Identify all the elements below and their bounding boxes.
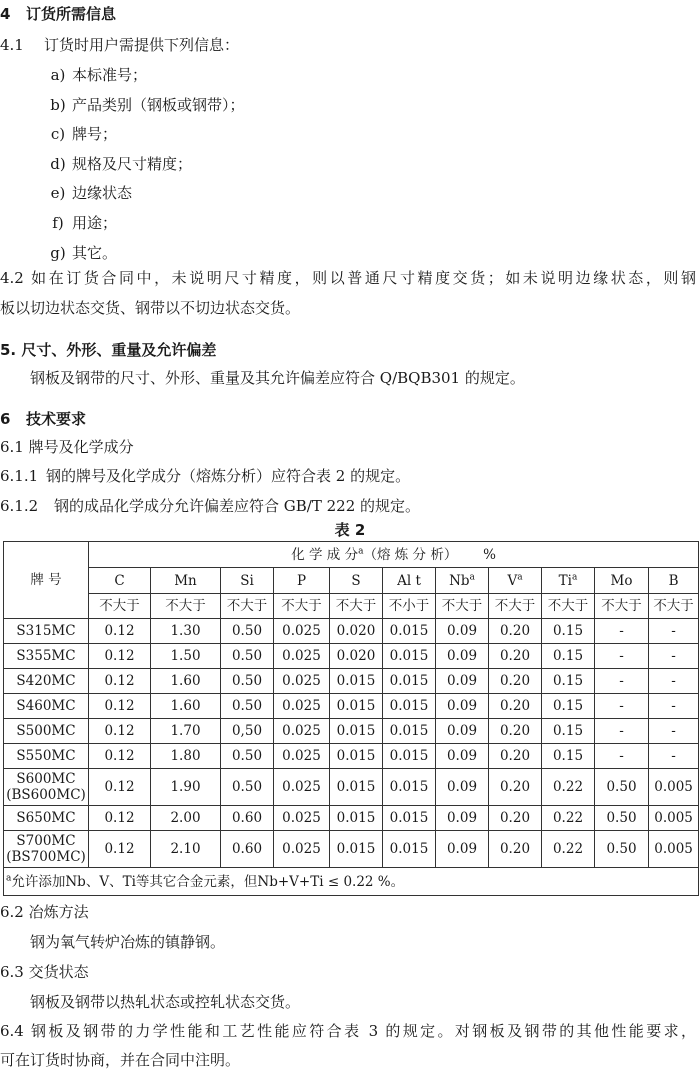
limit-cell: 不大于 <box>221 594 274 619</box>
value-cell: 0.015 <box>383 719 436 744</box>
grade-name: S500MC <box>16 723 76 739</box>
value-cell: 0.12 <box>89 806 151 831</box>
grade-name: S460MC <box>16 698 76 714</box>
value-cell: 0.025 <box>274 669 330 694</box>
value-cell: 0.025 <box>274 694 330 719</box>
clause-6-2: 6.2 冶炼方法 <box>0 903 89 921</box>
list-item-label: g) <box>50 243 66 262</box>
table-row <box>4 769 699 806</box>
value-cell: 0.025 <box>274 769 330 806</box>
value-cell: 0.50 <box>595 831 649 868</box>
value-cell: 0.12 <box>89 719 151 744</box>
value-cell: - <box>649 719 699 744</box>
value-cell: 0.015 <box>330 719 383 744</box>
grade-name: S600MC <box>16 771 76 787</box>
clause-4-1 <box>0 35 239 55</box>
value-cell: 0.20 <box>489 831 542 868</box>
value-cell: 0.09 <box>436 744 489 769</box>
value-cell: 0.005 <box>649 831 699 868</box>
value-cell: 0.50 <box>595 769 649 806</box>
element-name: B <box>668 572 679 589</box>
value-cell: 0.50 <box>221 694 274 719</box>
value-cell: 1.70 <box>151 719 221 744</box>
value-cell: 0.12 <box>89 694 151 719</box>
limit-cell: 不大于 <box>89 594 151 619</box>
grade-cell <box>4 744 89 769</box>
clause-4-2-line1: 4.2 如在订货合同中，未说明尺寸精度，则以普通尺寸精度交货；如未说明边缘状态，则钢 <box>0 269 696 287</box>
value-cell: 1.60 <box>151 694 221 719</box>
element-column-header <box>330 568 383 594</box>
section-5-heading: 5. 尺寸、外形、重量及允许偏差 <box>0 341 217 359</box>
table-row <box>4 619 699 644</box>
list-item-label: d) <box>50 154 66 173</box>
clause-6-1-1 <box>0 466 410 486</box>
grade-cell <box>4 831 89 868</box>
value-cell: 0.20 <box>489 744 542 769</box>
grade-name: S355MC <box>16 648 76 664</box>
table-row <box>4 719 699 744</box>
value-cell: 0.15 <box>542 644 595 669</box>
clause-number: 6.1.2 <box>0 497 39 515</box>
value-cell: 0.20 <box>489 719 542 744</box>
value-cell: 2.00 <box>151 806 221 831</box>
clause-4-2-line2: 板以切边状态交货、钢带以不切边状态交货。 <box>0 299 301 317</box>
value-cell: 0.09 <box>436 669 489 694</box>
value-cell: - <box>649 669 699 694</box>
value-cell: - <box>649 619 699 644</box>
element-name: V <box>507 572 518 589</box>
composition-header-title: 化 学 成 分 <box>291 546 359 563</box>
element-column-header <box>151 568 221 594</box>
value-cell: 0.15 <box>542 669 595 694</box>
value-cell: 0.005 <box>649 806 699 831</box>
value-cell: 1.60 <box>151 669 221 694</box>
clause-6-3: 6.3 交货状态 <box>0 963 89 981</box>
limit-cell: 不大于 <box>330 594 383 619</box>
value-cell: 0.09 <box>436 619 489 644</box>
list-item-label: f) <box>52 214 64 232</box>
section-title: 订货所需信息 <box>26 5 117 23</box>
table-row <box>4 694 699 719</box>
grade-cell <box>4 769 89 806</box>
value-cell: 0.12 <box>89 744 151 769</box>
value-cell: 0.09 <box>436 694 489 719</box>
value-cell: 0.50 <box>595 806 649 831</box>
value-cell: - <box>649 644 699 669</box>
limit-cell: 不大于 <box>595 594 649 619</box>
clause-text: 钢的牌号及化学成分（熔炼分析）应符合表 2 的规定。 <box>46 467 411 485</box>
list-item <box>44 124 117 144</box>
value-cell: 0.50 <box>221 769 274 806</box>
value-cell: 0.025 <box>274 719 330 744</box>
value-cell: 0.09 <box>436 644 489 669</box>
element-name: Mo <box>610 572 633 589</box>
value-cell: 0.15 <box>542 744 595 769</box>
limit-cell: 不大于 <box>436 594 489 619</box>
value-cell: 0.09 <box>436 719 489 744</box>
limit-cell: 不小于 <box>383 594 436 619</box>
value-cell: 2.10 <box>151 831 221 868</box>
footnote-marker: a <box>6 873 12 883</box>
list-item-text: 其它。 <box>72 243 118 262</box>
grade-name: S420MC <box>16 673 76 689</box>
footnote-marker: a <box>358 546 364 556</box>
value-cell: 0.015 <box>383 644 436 669</box>
section-title: 技术要求 <box>26 410 87 428</box>
value-cell: 0.025 <box>274 619 330 644</box>
value-cell: - <box>649 744 699 769</box>
grade-name: (BS600MC) <box>6 787 86 803</box>
composition-header <box>89 542 699 568</box>
value-cell: 0.20 <box>489 806 542 831</box>
list-item-label: e) <box>50 184 66 203</box>
table-2-caption: 表 2 <box>334 521 366 539</box>
table-footnote <box>4 868 699 896</box>
value-cell: 0.50 <box>221 644 274 669</box>
list-item-text: 边缘状态 <box>72 184 133 203</box>
limit-cell: 不大于 <box>542 594 595 619</box>
list-item-text: 产品类别（钢板或钢带）； <box>72 95 245 114</box>
value-cell: 1.80 <box>151 744 221 769</box>
unit-label: % <box>483 546 496 563</box>
footnote-marker: a <box>571 572 578 582</box>
value-cell: 0.50 <box>221 619 274 644</box>
element-column-header <box>595 568 649 594</box>
clause-6-2-text: 钢为氧气转炉冶炼的镇静钢。 <box>30 933 226 951</box>
clause-number: 6.1.1 <box>0 467 39 485</box>
element-name: Nb <box>449 572 470 589</box>
table-row <box>4 669 699 694</box>
value-cell: 0.015 <box>330 831 383 868</box>
value-cell: - <box>595 644 649 669</box>
list-item-label: b) <box>50 95 66 114</box>
limit-cell: 不大于 <box>151 594 221 619</box>
value-cell: 0.12 <box>89 619 151 644</box>
value-cell: 0.015 <box>330 669 383 694</box>
clause-number: 4.1 <box>0 36 24 54</box>
element-column-header <box>89 568 151 594</box>
element-name: Mn <box>174 572 197 589</box>
value-cell: 0.50 <box>221 669 274 694</box>
value-cell: 0.22 <box>542 769 595 806</box>
clause-6-1-2 <box>0 496 420 516</box>
table-2 <box>3 541 699 896</box>
grade-name: S315MC <box>16 623 76 639</box>
element-name: C <box>114 572 125 589</box>
value-cell: - <box>595 694 649 719</box>
section-6-heading <box>0 409 86 429</box>
value-cell: 0.020 <box>330 644 383 669</box>
table-row <box>4 644 699 669</box>
element-column-header <box>489 568 542 594</box>
value-cell: - <box>649 694 699 719</box>
value-cell: - <box>595 619 649 644</box>
grade-cell <box>4 806 89 831</box>
element-column-header <box>542 568 595 594</box>
limit-cell: 不大于 <box>274 594 330 619</box>
value-cell: 0.20 <box>489 769 542 806</box>
value-cell: - <box>595 669 649 694</box>
value-cell: 0.025 <box>274 744 330 769</box>
value-cell: 0.20 <box>489 669 542 694</box>
limit-cell: 不大于 <box>649 594 699 619</box>
grade-name: S550MC <box>16 748 76 764</box>
element-name: Ti <box>558 572 572 589</box>
value-cell: 0.015 <box>330 694 383 719</box>
element-name: Al t <box>397 572 421 589</box>
value-cell: 0.12 <box>89 769 151 806</box>
table-row <box>4 831 699 868</box>
footnote-text: 允许添加Nb、V、Ti等其它合金元素，但Nb+V+Ti ≤ 0.22 %。 <box>11 873 405 890</box>
list-item-text: 用途； <box>72 214 118 232</box>
table-row <box>4 806 699 831</box>
value-cell: 0.015 <box>330 744 383 769</box>
list-item-text: 规格及尺寸精度； <box>72 154 193 173</box>
list-item <box>44 65 147 85</box>
element-name: Si <box>240 572 254 589</box>
value-cell: 0.60 <box>221 806 274 831</box>
grade-cell <box>4 619 89 644</box>
clause-6-4-line1: 6.4 钢板及钢带的力学性能和工艺性能应符合表 3 的规定。对钢板及钢带的其他性能要求， <box>0 1022 696 1040</box>
grade-header: 牌 号 <box>4 542 89 619</box>
grade-name: S700MC <box>16 833 76 849</box>
element-column-header <box>383 568 436 594</box>
list-item <box>44 95 245 115</box>
element-column-header <box>221 568 274 594</box>
composition-header-tail: （熔 炼 分 析） <box>363 546 458 563</box>
value-cell: 0.60 <box>221 831 274 868</box>
value-cell: 0.015 <box>330 769 383 806</box>
section-5-text: 钢板及钢带的尺寸、外形、重量及其允许偏差应符合 Q/BQB301 的规定。 <box>30 369 525 387</box>
value-cell: 0.20 <box>489 644 542 669</box>
value-cell: 0.12 <box>89 669 151 694</box>
element-name: P <box>296 572 307 589</box>
list-item <box>44 154 192 174</box>
value-cell: 1.90 <box>151 769 221 806</box>
section-4-heading <box>0 4 116 24</box>
element-column-header <box>436 568 489 594</box>
list-item-label: a) <box>50 66 66 84</box>
footnote-marker: a <box>517 572 523 582</box>
element-name: S <box>351 572 361 589</box>
value-cell: 0.20 <box>489 694 542 719</box>
value-cell: 1.50 <box>151 644 221 669</box>
value-cell: 0,50 <box>221 719 274 744</box>
footnote-marker: a <box>469 572 475 582</box>
value-cell: 0.22 <box>542 831 595 868</box>
value-cell: 0.025 <box>274 644 330 669</box>
value-cell: 0.015 <box>383 694 436 719</box>
value-cell: 0.15 <box>542 694 595 719</box>
value-cell: 0.09 <box>436 831 489 868</box>
value-cell: 0.015 <box>383 744 436 769</box>
grade-cell <box>4 669 89 694</box>
value-cell: 0.015 <box>383 669 436 694</box>
list-item <box>44 213 117 233</box>
grade-name: S650MC <box>16 810 76 826</box>
table-footnote-row <box>4 868 699 896</box>
value-cell: 0.09 <box>436 769 489 806</box>
value-cell: 0.20 <box>489 619 542 644</box>
value-cell: 0.015 <box>383 769 436 806</box>
clause-6-3-text: 钢板及钢带以热轧状态或控轧状态交货。 <box>30 993 301 1011</box>
value-cell: 0.22 <box>542 806 595 831</box>
value-cell: 0.12 <box>89 644 151 669</box>
value-cell: 0.005 <box>649 769 699 806</box>
value-cell: 0.025 <box>274 806 330 831</box>
grade-cell <box>4 644 89 669</box>
value-cell: 0.50 <box>221 744 274 769</box>
value-cell: - <box>595 744 649 769</box>
section-number: 4 <box>0 5 11 23</box>
limit-cell: 不大于 <box>489 594 542 619</box>
value-cell: 0.15 <box>542 619 595 644</box>
element-column-header <box>649 568 699 594</box>
clause-text: 订货时用户需提供下列信息： <box>44 36 240 54</box>
clause-6-1: 6.1 牌号及化学成分 <box>0 438 134 456</box>
value-cell: 0.12 <box>89 831 151 868</box>
value-cell: 0.020 <box>330 619 383 644</box>
element-column-header <box>274 568 330 594</box>
value-cell: 0.15 <box>542 719 595 744</box>
value-cell: 0.015 <box>383 619 436 644</box>
value-cell: 0.015 <box>383 806 436 831</box>
grade-name: (BS700MC) <box>6 849 86 865</box>
value-cell: - <box>595 719 649 744</box>
grade-cell <box>4 694 89 719</box>
value-cell: 0.09 <box>436 806 489 831</box>
list-item <box>44 183 132 203</box>
list-item-text: 本标准号； <box>72 66 148 84</box>
clause-6-4-line2: 可在订货时协商，并在合同中注明。 <box>0 1051 241 1069</box>
list-item-label: c) <box>50 125 66 144</box>
table-row <box>4 744 699 769</box>
clause-text: 钢的成品化学成分允许偏差应符合 GB/T 222 的规定。 <box>54 497 421 515</box>
section-number: 6 <box>0 410 11 428</box>
value-cell: 0.015 <box>330 806 383 831</box>
grade-cell <box>4 719 89 744</box>
list-item-text: 牌号； <box>72 125 118 144</box>
value-cell: 0.015 <box>383 831 436 868</box>
value-cell: 0.025 <box>274 831 330 868</box>
list-item <box>44 243 117 263</box>
value-cell: 1.30 <box>151 619 221 644</box>
